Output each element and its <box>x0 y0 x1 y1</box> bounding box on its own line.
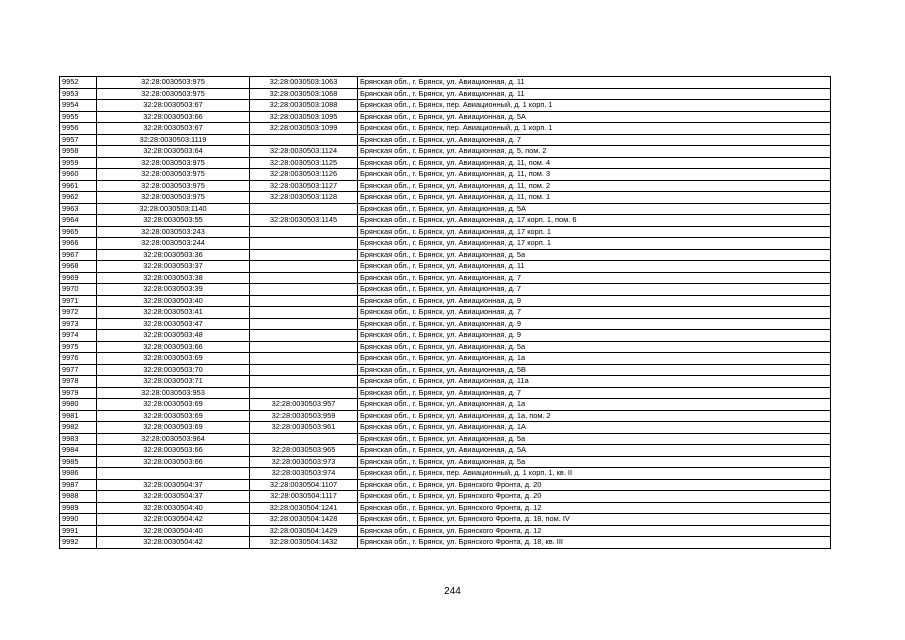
row-number-cell: 9989 <box>60 502 97 514</box>
row-number-cell: 9966 <box>60 238 97 250</box>
object-number-cell <box>250 226 358 238</box>
cadastral-number-cell: 32:28:0030503:55 <box>97 215 250 227</box>
address-cell: Брянская обл., г. Брянск, ул. Авиационная, д. 5а <box>358 341 831 353</box>
object-number-cell <box>250 249 358 261</box>
table-row <box>60 123 831 135</box>
row-number-cell: 9970 <box>60 284 97 296</box>
cadastral-number-cell: 32:28:0030503:69 <box>97 353 250 365</box>
address-cell: Брянская обл., г. Брянск, ул. Авиационная, д. 1а <box>358 353 831 365</box>
cadastral-number-cell: 32:28:0030503:37 <box>97 261 250 273</box>
table-row <box>60 318 831 330</box>
object-number-cell: 32:28:0030503:965 <box>250 445 358 457</box>
cadastral-number-cell: 32:28:0030503:71 <box>97 376 250 388</box>
row-number-cell: 9971 <box>60 295 97 307</box>
address-cell: Брянская обл., г. Брянск, ул. Авиационная, д. 11 <box>358 88 831 100</box>
table-row <box>60 341 831 353</box>
address-cell: Брянская обл., г. Брянск, ул. Авиационная, д. 7 <box>358 272 831 284</box>
address-cell: Брянская обл., г. Брянск, ул. Авиационная, д. 5а <box>358 433 831 445</box>
cadastral-number-cell: 32:28:0030503:39 <box>97 284 250 296</box>
table-row <box>60 77 831 89</box>
address-cell: Брянская обл., г. Брянск, ул. Авиационная, д. 5А <box>358 111 831 123</box>
address-cell: Брянская обл., г. Брянск, ул. Брянского Фронта, д. 12 <box>358 525 831 537</box>
row-number-cell: 9984 <box>60 445 97 457</box>
object-number-cell: 32:28:0030504:1429 <box>250 525 358 537</box>
cadastral-number-cell: 32:28:0030503:243 <box>97 226 250 238</box>
address-cell: Брянская обл., г. Брянск, ул. Авиационная, д. 9 <box>358 318 831 330</box>
row-number-cell: 9991 <box>60 525 97 537</box>
row-number-cell: 9953 <box>60 88 97 100</box>
row-number-cell: 9992 <box>60 537 97 549</box>
row-number-cell: 9990 <box>60 514 97 526</box>
address-cell: Брянская обл., г. Брянск, ул. Авиационная, д. 9 <box>358 295 831 307</box>
object-number-cell <box>250 238 358 250</box>
object-number-cell: 32:28:0030504:1117 <box>250 491 358 503</box>
address-cell: Брянская обл., г. Брянск, ул. Авиационная, д. 17 корп. 1 <box>358 238 831 250</box>
address-cell: Брянская обл., г. Брянск, пер. Авиационный, д. 1 корп. 1 <box>358 123 831 135</box>
address-cell: Брянская обл., г. Брянск, ул. Авиационная, д. 5В <box>358 364 831 376</box>
table-row <box>60 284 831 296</box>
address-cell: Брянская обл., г. Брянск, ул. Авиационная, д. 1а <box>358 399 831 411</box>
object-number-cell: 32:28:0030503:961 <box>250 422 358 434</box>
address-cell: Брянская обл., г. Брянск, ул. Авиационная, д. 11, пом. 1 <box>358 192 831 204</box>
row-number-cell: 9982 <box>60 422 97 434</box>
address-cell: Брянская обл., г. Брянск, ул. Авиационная, д. 5а <box>358 456 831 468</box>
row-number-cell: 9960 <box>60 169 97 181</box>
table-row <box>60 479 831 491</box>
row-number-cell: 9974 <box>60 330 97 342</box>
table-row <box>60 399 831 411</box>
cadastral-number-cell: 32:28:0030503:975 <box>97 192 250 204</box>
address-cell: Брянская обл., г. Брянск, ул. Авиационная, д. 5А <box>358 203 831 215</box>
object-number-cell <box>250 341 358 353</box>
cadastral-number-cell: 32:28:0030503:41 <box>97 307 250 319</box>
row-number-cell: 9981 <box>60 410 97 422</box>
object-number-cell <box>250 364 358 376</box>
object-number-cell <box>250 433 358 445</box>
object-number-cell: 32:28:0030503:1095 <box>250 111 358 123</box>
address-cell: Брянская обл., г. Брянск, пер. Авиационный, д. 1 корп. 1, кв. II <box>358 468 831 480</box>
cadastral-number-cell: 32:28:0030503:953 <box>97 387 250 399</box>
table-row <box>60 192 831 204</box>
cadastral-number-cell <box>97 468 250 480</box>
cadastral-number-cell: 32:28:0030503:69 <box>97 410 250 422</box>
row-number-cell: 9972 <box>60 307 97 319</box>
table-row <box>60 537 831 549</box>
table-row <box>60 226 831 238</box>
object-number-cell: 32:28:0030503:1063 <box>250 77 358 89</box>
cadastral-number-cell: 32:28:0030503:964 <box>97 433 250 445</box>
table-row <box>60 111 831 123</box>
table-row <box>60 422 831 434</box>
table-row <box>60 249 831 261</box>
cadastral-number-cell: 32:28:0030503:244 <box>97 238 250 250</box>
cadastral-number-cell: 32:28:0030504:42 <box>97 537 250 549</box>
cadastral-number-cell: 32:28:0030503:975 <box>97 77 250 89</box>
row-number-cell: 9976 <box>60 353 97 365</box>
object-number-cell <box>250 376 358 388</box>
row-number-cell: 9965 <box>60 226 97 238</box>
row-number-cell: 9985 <box>60 456 97 468</box>
cadastral-number-cell: 32:28:0030503:1140 <box>97 203 250 215</box>
address-cell: Брянская обл., г. Брянск, ул. Авиационная, д. 7 <box>358 307 831 319</box>
table-row <box>60 502 831 514</box>
cadastral-number-cell: 32:28:0030503:67 <box>97 100 250 112</box>
table-row <box>60 180 831 192</box>
cadastral-number-cell: 32:28:0030503:1119 <box>97 134 250 146</box>
table-row <box>60 353 831 365</box>
table-row <box>60 203 831 215</box>
object-number-cell <box>250 295 358 307</box>
object-number-cell: 32:28:0030503:957 <box>250 399 358 411</box>
cadastral-number-cell: 32:28:0030503:975 <box>97 157 250 169</box>
object-number-cell: 32:28:0030503:1125 <box>250 157 358 169</box>
object-number-cell: 32:28:0030503:1128 <box>250 192 358 204</box>
cadastral-number-cell: 32:28:0030503:69 <box>97 422 250 434</box>
object-number-cell <box>250 272 358 284</box>
object-number-cell: 32:28:0030504:1432 <box>250 537 358 549</box>
object-number-cell: 32:28:0030503:959 <box>250 410 358 422</box>
row-number-cell: 9978 <box>60 376 97 388</box>
row-number-cell: 9961 <box>60 180 97 192</box>
table-row <box>60 134 831 146</box>
object-number-cell: 32:28:0030503:1099 <box>250 123 358 135</box>
row-number-cell: 9956 <box>60 123 97 135</box>
address-cell: Брянская обл., г. Брянск, ул. Авиационная, д. 11 <box>358 77 831 89</box>
object-number-cell: 32:28:0030503:974 <box>250 468 358 480</box>
address-cell: Брянская обл., г. Брянск, ул. Авиационная, д. 5, пом. 2 <box>358 146 831 158</box>
table-row <box>60 433 831 445</box>
cadastral-number-cell: 32:28:0030503:66 <box>97 341 250 353</box>
table-row <box>60 525 831 537</box>
row-number-cell: 9962 <box>60 192 97 204</box>
address-cell: Брянская обл., г. Брянск, ул. Авиационная, д. 11 <box>358 261 831 273</box>
address-cell: Брянская обл., г. Брянск, ул. Авиационная, д. 7 <box>358 387 831 399</box>
address-cell: Брянская обл., г. Брянск, ул. Авиационная, д. 7 <box>358 284 831 296</box>
table-row <box>60 491 831 503</box>
cadastral-number-cell: 32:28:0030504:42 <box>97 514 250 526</box>
object-number-cell: 32:28:0030503:1088 <box>250 100 358 112</box>
table-row <box>60 157 831 169</box>
table-row <box>60 169 831 181</box>
registry-table-body <box>60 77 831 549</box>
object-number-cell: 32:28:0030503:973 <box>250 456 358 468</box>
cadastral-number-cell: 32:28:0030503:70 <box>97 364 250 376</box>
object-number-cell: 32:28:0030504:1428 <box>250 514 358 526</box>
row-number-cell: 9957 <box>60 134 97 146</box>
table-row <box>60 261 831 273</box>
address-cell: Брянская обл., г. Брянск, пер. Авиационный, д. 1 корп. 1 <box>358 100 831 112</box>
cadastral-number-cell: 32:28:0030503:40 <box>97 295 250 307</box>
address-cell: Брянская обл., г. Брянск, ул. Авиационная, д. 1А <box>358 422 831 434</box>
cadastral-number-cell: 32:28:0030503:36 <box>97 249 250 261</box>
object-number-cell <box>250 307 358 319</box>
address-cell: Брянская обл., г. Брянск, ул. Авиационная, д. 7 <box>358 134 831 146</box>
row-number-cell: 9988 <box>60 491 97 503</box>
row-number-cell: 9977 <box>60 364 97 376</box>
table-row <box>60 387 831 399</box>
cadastral-number-cell: 32:28:0030503:975 <box>97 88 250 100</box>
cadastral-number-cell: 32:28:0030503:975 <box>97 180 250 192</box>
cadastral-number-cell: 32:28:0030503:67 <box>97 123 250 135</box>
address-cell: Брянская обл., г. Брянск, ул. Брянского Фронта, д. 12 <box>358 502 831 514</box>
table-row <box>60 410 831 422</box>
row-number-cell: 9958 <box>60 146 97 158</box>
cadastral-number-cell: 32:28:0030503:64 <box>97 146 250 158</box>
object-number-cell: 32:28:0030503:1068 <box>250 88 358 100</box>
row-number-cell: 9952 <box>60 77 97 89</box>
row-number-cell: 9973 <box>60 318 97 330</box>
row-number-cell: 9987 <box>60 479 97 491</box>
row-number-cell: 9954 <box>60 100 97 112</box>
address-cell: Брянская обл., г. Брянск, ул. Авиационная, д. 11, пом. 3 <box>358 169 831 181</box>
object-number-cell: 32:28:0030503:1124 <box>250 146 358 158</box>
cadastral-number-cell: 32:28:0030503:47 <box>97 318 250 330</box>
cadastral-number-cell: 32:28:0030503:66 <box>97 111 250 123</box>
row-number-cell: 9975 <box>60 341 97 353</box>
cadastral-number-cell: 32:28:0030503:66 <box>97 445 250 457</box>
object-number-cell <box>250 318 358 330</box>
page-number: 244 <box>444 586 461 597</box>
row-number-cell: 9983 <box>60 433 97 445</box>
address-cell: Брянская обл., г. Брянск, ул. Авиационная, д. 17 корп. 1, пом. 6 <box>358 215 831 227</box>
cadastral-number-cell: 32:28:0030503:66 <box>97 456 250 468</box>
address-cell: Брянская обл., г. Брянск, ул. Авиационная, д. 5а <box>358 249 831 261</box>
object-number-cell: 32:28:0030503:1126 <box>250 169 358 181</box>
address-cell: Брянская обл., г. Брянск, ул. Авиационная, д. 11, пом. 2 <box>358 180 831 192</box>
object-number-cell <box>250 353 358 365</box>
row-number-cell: 9986 <box>60 468 97 480</box>
table-row <box>60 514 831 526</box>
cadastral-number-cell: 32:28:0030504:37 <box>97 479 250 491</box>
object-number-cell <box>250 261 358 273</box>
row-number-cell: 9963 <box>60 203 97 215</box>
table-row <box>60 295 831 307</box>
cadastral-number-cell: 32:28:0030503:48 <box>97 330 250 342</box>
address-cell: Брянская обл., г. Брянск, ул. Авиационная, д. 5А <box>358 445 831 457</box>
object-number-cell <box>250 330 358 342</box>
cadastral-number-cell: 32:28:0030503:38 <box>97 272 250 284</box>
object-number-cell: 32:28:0030503:1127 <box>250 180 358 192</box>
address-cell: Брянская обл., г. Брянск, ул. Авиационная, д. 11, пом. 4 <box>358 157 831 169</box>
row-number-cell: 9979 <box>60 387 97 399</box>
cadastral-number-cell: 32:28:0030504:40 <box>97 525 250 537</box>
address-cell: Брянская обл., г. Брянск, ул. Авиационная, д. 17 корп. 1 <box>358 226 831 238</box>
table-row <box>60 330 831 342</box>
table-row <box>60 456 831 468</box>
address-cell: Брянская обл., г. Брянск, ул. Брянского Фронта, д. 20 <box>358 491 831 503</box>
address-cell: Брянская обл., г. Брянск, ул. Брянского Фронта, д. 20 <box>358 479 831 491</box>
table-row <box>60 146 831 158</box>
address-cell: Брянская обл., г. Брянск, ул. Авиационная, д. 1а, пом. 2 <box>358 410 831 422</box>
row-number-cell: 9959 <box>60 157 97 169</box>
object-number-cell: 32:28:0030504:1241 <box>250 502 358 514</box>
table-row <box>60 100 831 112</box>
address-cell: Брянская обл., г. Брянск, ул. Авиационная, д. 11а <box>358 376 831 388</box>
table-row <box>60 445 831 457</box>
cadastral-number-cell: 32:28:0030504:37 <box>97 491 250 503</box>
address-cell: Брянская обл., г. Брянск, ул. Авиационная, д. 9 <box>358 330 831 342</box>
cadastral-number-cell: 32:28:0030503:69 <box>97 399 250 411</box>
row-number-cell: 9955 <box>60 111 97 123</box>
table-row <box>60 307 831 319</box>
object-number-cell <box>250 203 358 215</box>
table-row <box>60 238 831 250</box>
registry-table <box>59 76 831 549</box>
object-number-cell <box>250 134 358 146</box>
object-number-cell <box>250 387 358 399</box>
row-number-cell: 9964 <box>60 215 97 227</box>
table-row <box>60 468 831 480</box>
object-number-cell: 32:28:0030504:1107 <box>250 479 358 491</box>
object-number-cell: 32:28:0030503:1145 <box>250 215 358 227</box>
table-row <box>60 215 831 227</box>
object-number-cell <box>250 284 358 296</box>
table-row <box>60 376 831 388</box>
address-cell: Брянская обл., г. Брянск, ул. Брянского Фронта, д. 18, пом. IV <box>358 514 831 526</box>
row-number-cell: 9980 <box>60 399 97 411</box>
address-cell: Брянская обл., г. Брянск, ул. Брянского Фронта, д. 18, кв. III <box>358 537 831 549</box>
cadastral-number-cell: 32:28:0030504:40 <box>97 502 250 514</box>
table-row <box>60 88 831 100</box>
table-row <box>60 364 831 376</box>
cadastral-number-cell: 32:28:0030503:975 <box>97 169 250 181</box>
row-number-cell: 9969 <box>60 272 97 284</box>
table-row <box>60 272 831 284</box>
row-number-cell: 9968 <box>60 261 97 273</box>
row-number-cell: 9967 <box>60 249 97 261</box>
